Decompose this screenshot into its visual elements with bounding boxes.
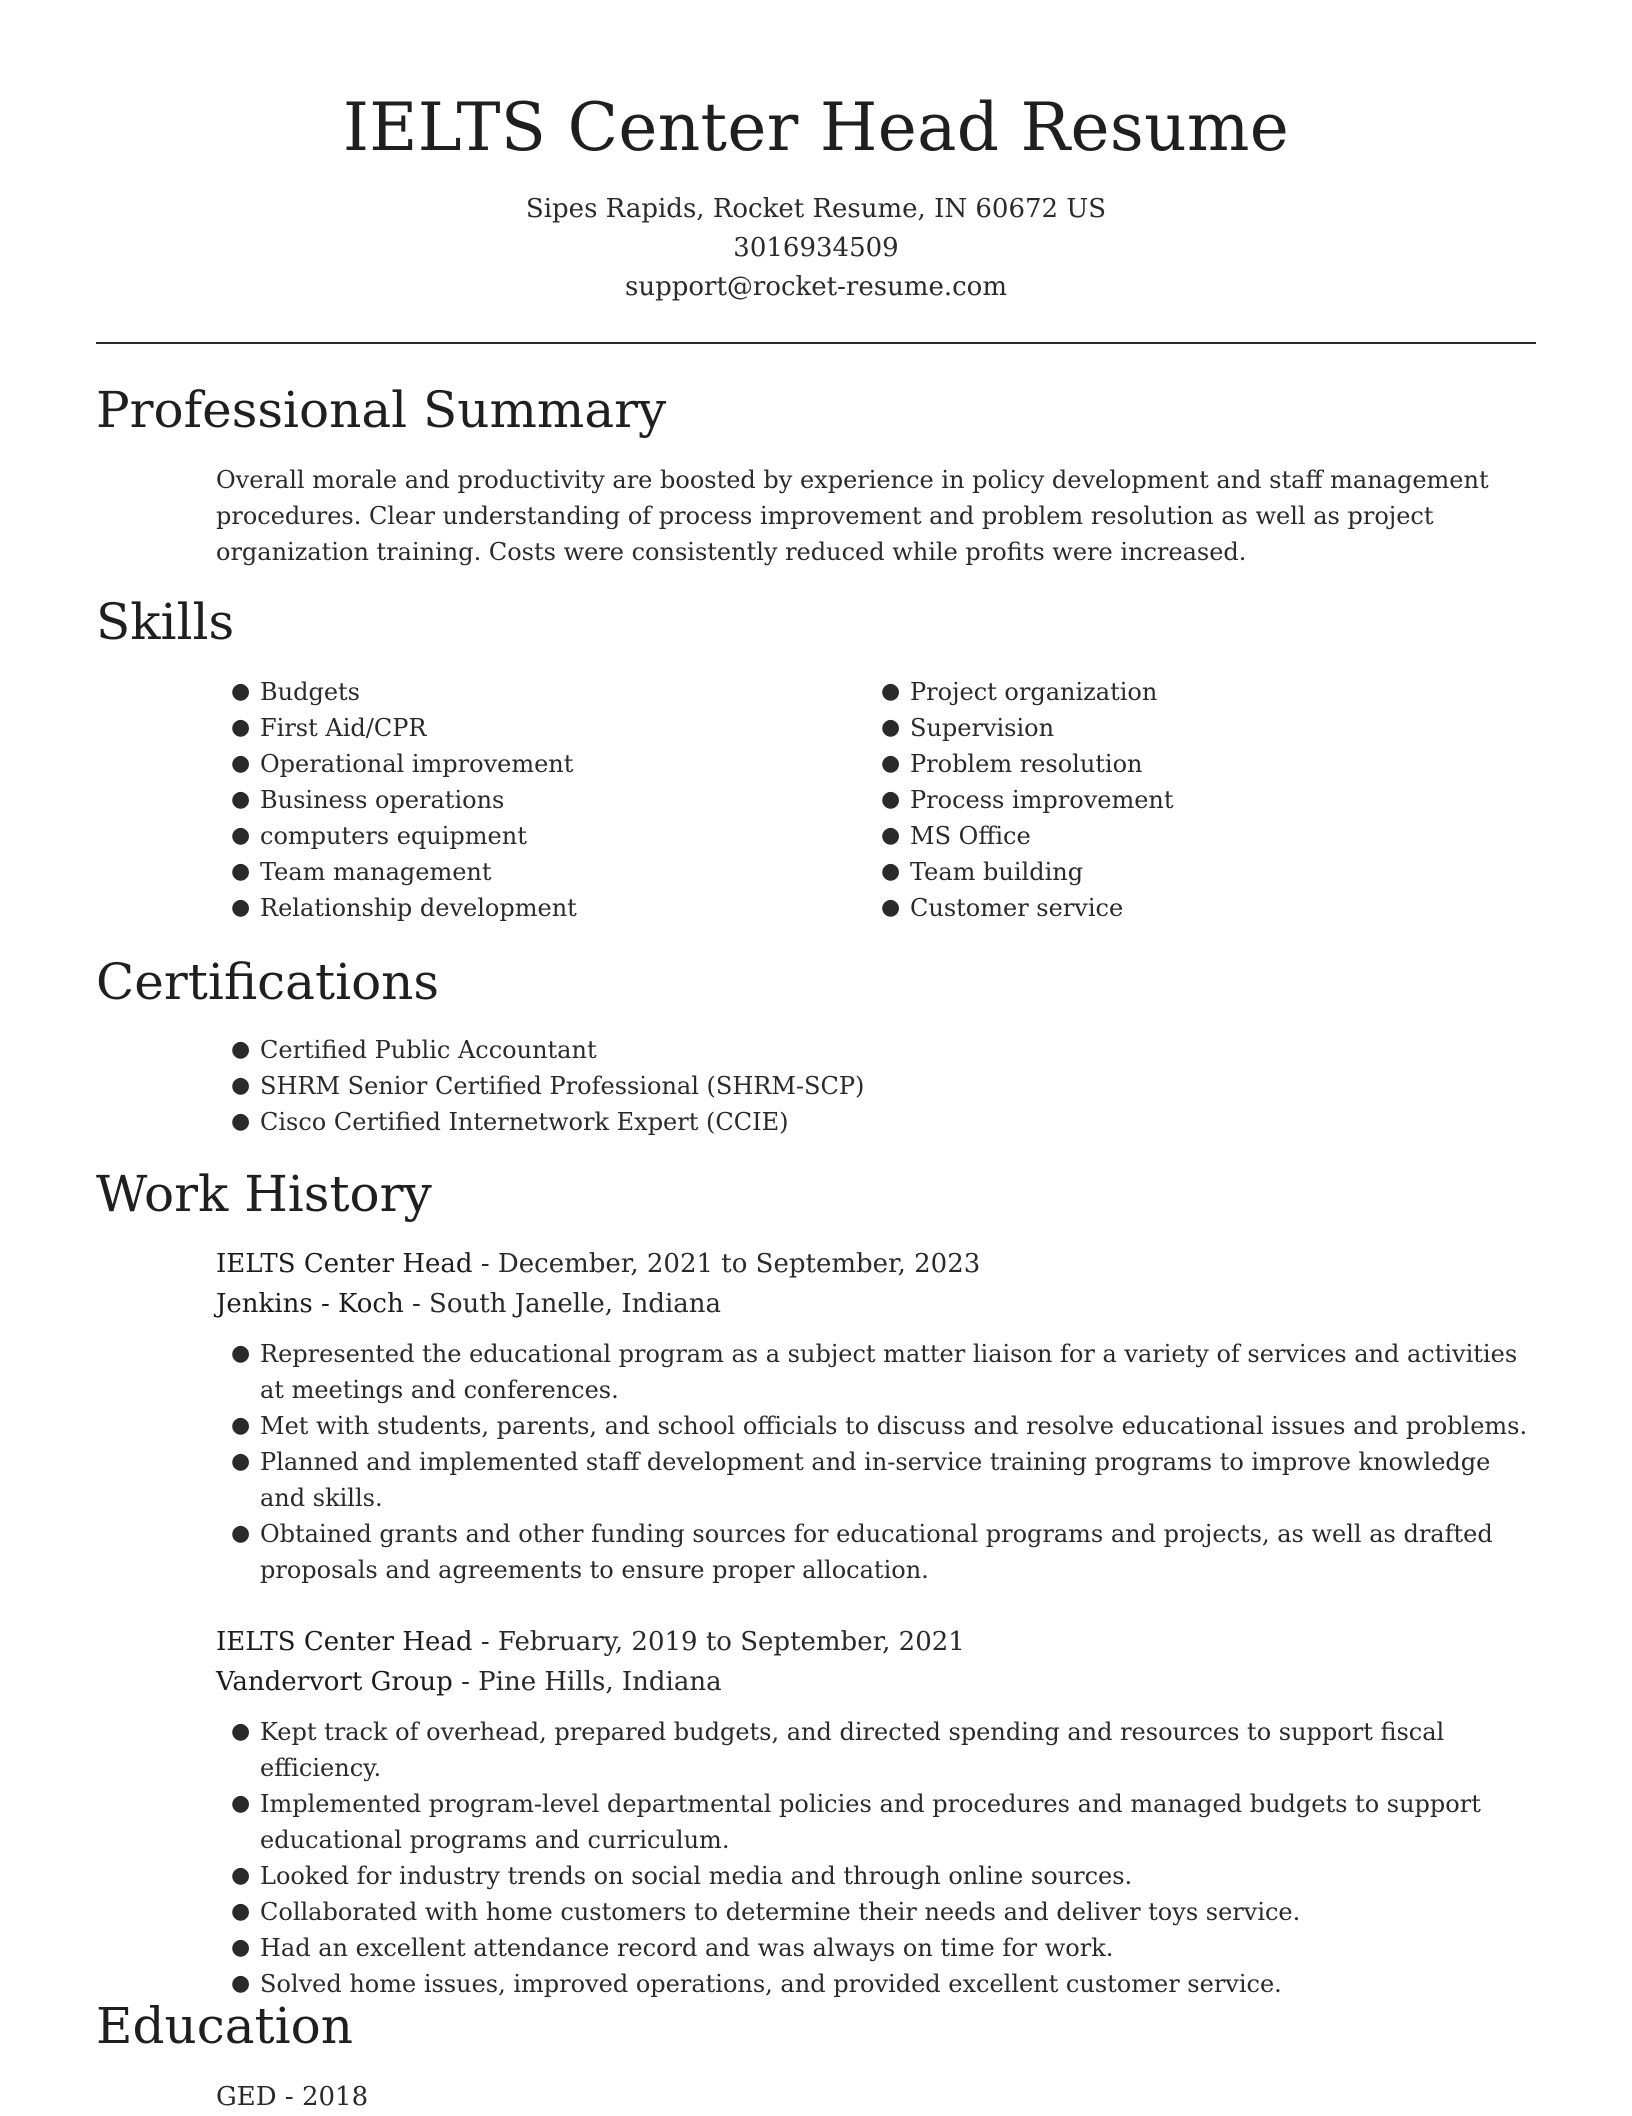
bullet-icon: ●: [881, 823, 901, 848]
section-title-summary: Professional Summary: [96, 381, 667, 439]
bullet-icon: ●: [231, 823, 251, 848]
job-company-line: Jenkins - Koch - South Janelle, Indiana: [216, 1289, 722, 1319]
job-dates: February, 2019 to September, 2021: [497, 1627, 965, 1657]
bullet-icon: ●: [231, 1037, 251, 1062]
bullet-icon: ●: [231, 787, 251, 812]
resume-title: IELTS Center Head Resume: [342, 89, 1290, 166]
bullet-icon: ●: [881, 895, 901, 920]
header-divider: [96, 342, 1536, 344]
bullet-icon: ●: [231, 1109, 251, 1134]
skill-item: ● Team building: [910, 854, 1174, 890]
skill-item: ● Problem resolution: [910, 746, 1174, 782]
job-bullet: ● Implemented program-level departmental policies and procedures and managed budgets to support educational programs and curriculum.: [260, 1786, 1536, 1858]
bullet-icon: ●: [231, 895, 251, 920]
resume-header: [0, 88, 1632, 307]
skill-item: ● Supervision: [910, 710, 1174, 746]
job-role: IELTS Center Head: [216, 1627, 473, 1657]
bullet-icon: ●: [231, 1449, 251, 1474]
contact-address: Sipes Rapids, Rocket Resume, IN 60672 US: [525, 194, 1107, 224]
skills-list-right: [881, 674, 1174, 926]
job-bullet: ● Kept track of overhead, prepared budgets, and directed spending and resources to support fiscal efficiency.: [260, 1714, 1536, 1786]
bullet-icon: ●: [231, 859, 251, 884]
job-entry: [216, 1622, 1536, 2002]
skill-item: ● First Aid/CPR: [260, 710, 577, 746]
section-title-certifications: Certifications: [96, 953, 440, 1011]
skill-item: ● Budgets: [260, 674, 577, 710]
bullet-icon: ●: [231, 1971, 251, 1996]
bullet-icon: ●: [231, 1791, 251, 1816]
job-bullet: ● Solved home issues, improved operations, and provided excellent customer service.: [260, 1966, 1536, 2002]
bullet-icon: ●: [231, 751, 251, 776]
job-bullet: ● Represented the educational program as a subject matter liaison for a variety of services and activities at meetings and conferences.: [260, 1336, 1536, 1408]
job-location: Pine Hills, Indiana: [478, 1667, 722, 1697]
job-location: South Janelle, Indiana: [429, 1289, 722, 1319]
contact-email: support@rocket-resume.com: [624, 272, 1007, 302]
job-bullet: ● Had an excellent attendance record and was always on time for work.: [260, 1930, 1536, 1966]
skill-item: ● Project organization: [910, 674, 1174, 710]
education-entry: GED - 2018: [216, 2082, 369, 2112]
section-title-skills: Skills: [96, 593, 235, 651]
job-bullet: ● Met with students, parents, and school officials to discuss and resolve educational issues and problems.: [260, 1408, 1536, 1444]
skill-item: ● Customer service: [910, 890, 1174, 926]
skill-item: ● Business operations: [260, 782, 577, 818]
bullet-icon: ●: [231, 679, 251, 704]
job-bullet: ● Looked for industry trends on social media and through online sources.: [260, 1858, 1536, 1894]
bullet-icon: ●: [231, 1073, 251, 1098]
skill-item: ● Team management: [260, 854, 577, 890]
bullet-icon: ●: [231, 1863, 251, 1888]
education-degree: GED: [216, 2082, 277, 2112]
bullet-icon: ●: [231, 1719, 251, 1744]
bullet-icon: ●: [231, 1899, 251, 1924]
job-role-line: IELTS Center Head - December, 2021 to September, 2023: [216, 1249, 981, 1279]
certification-item: ● Cisco Certified Internetwork Expert (CCIE): [260, 1104, 864, 1140]
job-bullet-list: [231, 1714, 1536, 2002]
bullet-icon: ●: [231, 715, 251, 740]
section-title-education: Education: [96, 1997, 353, 2055]
bullet-icon: ●: [881, 787, 901, 812]
bullet-icon: ●: [231, 1413, 251, 1438]
job-entry: [216, 1244, 1536, 1588]
certifications-list: [231, 1032, 865, 1140]
job-role: IELTS Center Head: [216, 1249, 473, 1279]
job-company: Jenkins - Koch: [216, 1289, 404, 1319]
skills-list-left: [231, 674, 577, 926]
bullet-icon: ●: [881, 679, 901, 704]
job-company: Vandervort Group: [216, 1667, 453, 1697]
job-role-line: IELTS Center Head - February, 2019 to September, 2021: [216, 1627, 965, 1657]
skill-item: ● Operational improvement: [260, 746, 577, 782]
skill-item: ● Process improvement: [910, 782, 1174, 818]
contact-phone: 3016934509: [733, 233, 899, 263]
job-bullet: ● Obtained grants and other funding sources for educational programs and projects, as well as drafted proposals and agreements to ensure proper allocation.: [260, 1516, 1536, 1588]
job-company-line: Vandervort Group - Pine Hills, Indiana: [216, 1667, 722, 1697]
job-bullet-list: [231, 1336, 1536, 1588]
contact-info: [0, 190, 1632, 307]
bullet-icon: ●: [231, 1521, 251, 1546]
section-title-work-history: Work History: [96, 1165, 432, 1223]
certification-item: ● SHRM Senior Certified Professional (SHRM-SCP): [260, 1068, 864, 1104]
bullet-icon: ●: [231, 1935, 251, 1960]
job-bullet: ● Planned and implemented staff development and in-service training programs to improve knowledge and skills.: [260, 1444, 1536, 1516]
bullet-icon: ●: [881, 715, 901, 740]
skill-item: ● Relationship development: [260, 890, 577, 926]
bullet-icon: ●: [881, 859, 901, 884]
certification-item: ● Certified Public Accountant: [260, 1032, 864, 1068]
job-bullet: ● Collaborated with home customers to determine their needs and deliver toys service.: [260, 1894, 1536, 1930]
skill-item: ● MS Office: [910, 818, 1174, 854]
education-year: 2018: [301, 2082, 369, 2112]
job-dates: December, 2021 to September, 2023: [497, 1249, 981, 1279]
bullet-icon: ●: [231, 1341, 251, 1366]
skill-item: ● computers equipment: [260, 818, 577, 854]
bullet-icon: ●: [881, 751, 901, 776]
summary-text: Overall morale and productivity are boosted by experience in policy development and staff management procedures. Clear understanding of process improvement and problem resolution as well as project organization training. Costs were consistently reduced while profits were increased.: [216, 466, 1489, 566]
